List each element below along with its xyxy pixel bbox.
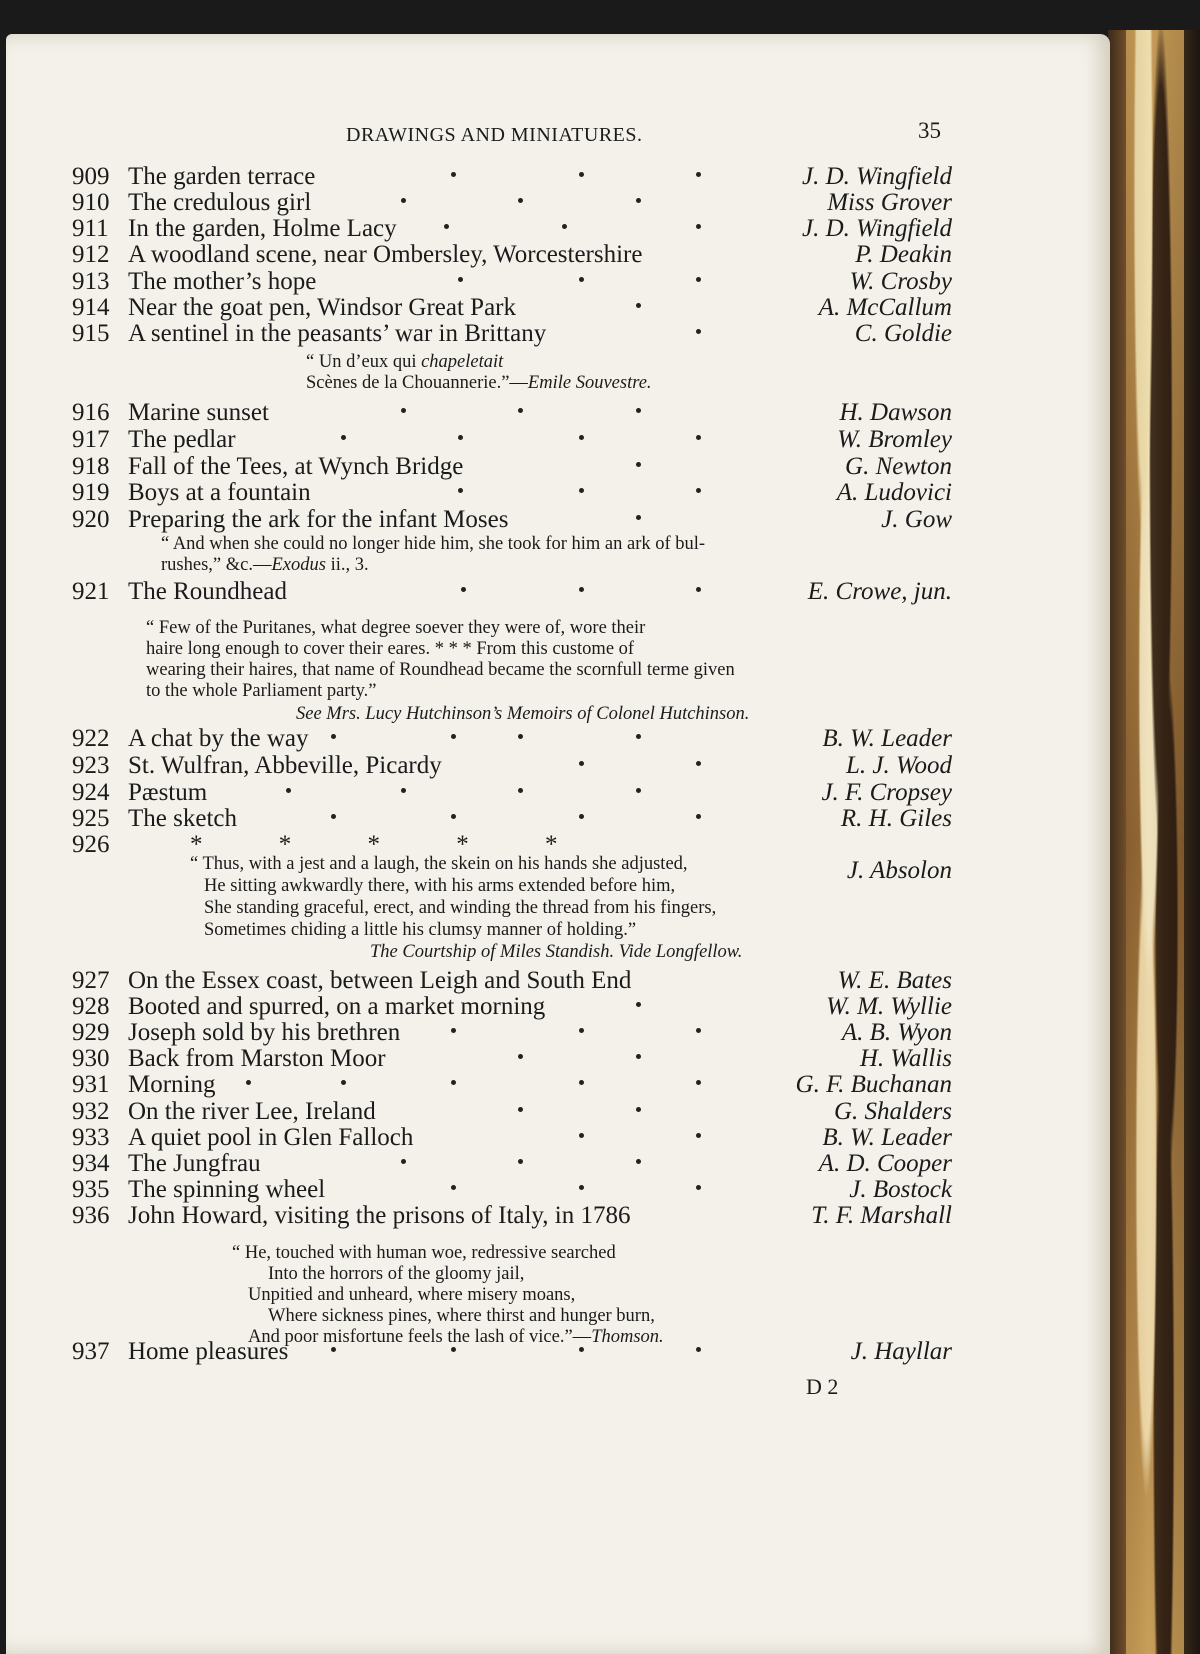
entry-artist: J. Bostock [849,1176,952,1203]
leader-dot [579,587,584,592]
leader-dot [696,435,701,440]
entry-title: Joseph sold by his brethren [128,1019,401,1046]
entry-number: 925 [72,805,110,832]
entry-number: 931 [72,1071,110,1098]
entry-artist: R. H. Giles [840,805,952,832]
entry-artist: A. B. Wyon [841,1019,952,1046]
entry-artist: A. McCallum [818,294,952,321]
page-header [6,114,1110,154]
entry-number: 916 [72,399,110,426]
quote-936-line-5: And poor misfortune feels the lash of vice.”—Thomson. [248,1327,664,1347]
entry-number: 920 [72,506,110,533]
leader-dot [518,1054,523,1059]
entry-title: The mother’s hope [128,268,317,295]
entry-title: The sketch [128,805,237,832]
leader-dot [636,1054,641,1059]
entry-number: 935 [72,1176,110,1203]
entry-title: Near the goat pen, Windsor Great Park [128,294,516,321]
entry-artist: Miss Grover [827,189,952,216]
leader-dot [246,1080,251,1085]
catalogue-entry [72,478,952,508]
quote-915: “ Un d’eux qui chapeletait [306,352,504,372]
leader-dot [636,462,641,467]
entry-artist: J. D. Wingfield [802,163,952,190]
entry-title: A sentinel in the peasants’ war in Brittany [128,320,547,347]
entry-title: Home pleasures [128,1338,289,1365]
entry-title: The pedlar [128,426,236,453]
leader-dot [579,488,584,493]
entry-number: 915 [72,320,110,347]
entry-artist: H. Wallis [859,1045,952,1072]
entry-number: 934 [72,1150,110,1177]
entry-number: 909 [72,163,110,190]
running-head: DRAWINGS AND MINIATURES. [346,124,643,146]
quote-926-source: The Courtship of Miles Standish. Vide Longfellow. [370,942,743,962]
entry-number: 927 [72,967,110,994]
leader-dot [518,408,523,413]
leader-dot [696,488,701,493]
quote-926-line-4: Sometimes chiding a little his clumsy manner of holding.” [204,920,637,940]
quote-921-line-1: “ Few of the Puritanes, what degree soever they were of, wore their [146,618,646,638]
leader-dot [696,814,701,819]
entry-title: The Roundhead [128,578,287,605]
leader-dot [451,814,456,819]
entry-title: Back from Marston Moor [128,1045,386,1072]
leader-dot [696,1028,701,1033]
entry-artist: G. Newton [845,453,952,480]
entry-number: 910 [72,189,110,216]
entry-title: Morning [128,1071,216,1098]
leader-dot [579,435,584,440]
quote-921-source: See Mrs. Lucy Hutchinson’s Memoirs of Colonel Hutchinson. [296,704,750,724]
leader-dot [636,1159,641,1164]
leader-dot [579,814,584,819]
entry-number: 917 [72,426,110,453]
entry-number: 929 [72,1019,110,1046]
quote-921-line-2: haire long enough to cover their eares. * * * From this custome of [146,639,635,659]
entry-number: 913 [72,268,110,295]
quote-920: “ And when she could no longer hide him, she took for him an ark of bul- [161,534,706,554]
entry-title: The spinning wheel [128,1176,326,1203]
leader-dot [636,198,641,203]
entry-artist: E. Crowe, jun. [807,578,952,605]
entry-artist: A. Ludovici [836,479,952,506]
entry-artist: L. J. Wood [845,752,952,779]
entry-title: A chat by the way [128,725,309,752]
leader-dot [518,198,523,203]
quote-921-line-3: wearing their haires, that name of Roundhead became the scornfull terme given [146,660,735,680]
entry-number: 930 [72,1045,110,1072]
leader-dot [401,408,406,413]
leader-dot [461,587,466,592]
entry-title: St. Wulfran, Abbeville, Picardy [128,752,442,779]
quote-921-line-4: to the whole Parliament party.” [146,681,377,701]
entry-artist: W. Crosby [849,268,952,295]
leader-dot [579,172,584,177]
entry-number: 936 [72,1202,110,1229]
entry-artist: G. Shalders [833,1098,952,1125]
leader-dot [401,788,406,793]
leader-dot [636,515,641,520]
leader-dot [458,435,463,440]
leader-dot [579,1185,584,1190]
entry-title: John Howard, visiting the prisons of Italy, in 1786 [128,1202,631,1229]
entry-number: 912 [72,241,110,268]
entry-number: 926 [72,831,110,858]
entry-artist: H. Dawson [839,399,952,426]
catalogue-entry [72,751,952,781]
entry-number: 928 [72,993,110,1020]
entry-title: The Jungfrau [128,1150,261,1177]
catalogue-entry [72,505,952,535]
entry-title: The credulous girl [128,189,312,216]
leader-dot [451,734,456,739]
leader-dot [562,224,567,229]
entry-title: Boys at a fountain [128,479,311,506]
leader-dot [579,1133,584,1138]
entry-artist: W. Bromley [837,426,952,453]
book-binding [1108,30,1200,1654]
entry-artist: B. W. Leader [822,725,952,752]
quote-926-line-2: He sitting awkwardly there, with his arms extended before him, [204,876,676,896]
entry-title: Pæstum [128,779,208,806]
leader-dot [451,1028,456,1033]
entry-title: Marine sunset [128,399,269,426]
entry-number: 918 [72,453,110,480]
quote-926-line-3: She standing graceful, erect, and winding the thread from his fingers, [204,898,717,918]
catalogue-entry [72,240,952,270]
leader-dot [451,172,456,177]
leader-dot [458,277,463,282]
leader-dot [696,587,701,592]
leader-dot [696,172,701,177]
entry-number: 923 [72,752,110,779]
entry-title: * * * * * [190,831,558,858]
entry-number: 914 [72,294,110,321]
catalogue-entry [72,577,952,607]
quote-920-source: rushes,” &c.—Exodus ii., 3. [161,555,369,575]
catalogue-entry [72,724,952,754]
leader-dot [331,814,336,819]
entry-title: On the Essex coast, between Leigh and South End [128,967,632,994]
entry-artist: T. F. Marshall [811,1202,952,1229]
leader-dot [286,788,291,793]
leader-dot [341,435,346,440]
leader-dot [696,1347,701,1352]
entry-title: A quiet pool in Glen Falloch [128,1124,414,1151]
entry-number: 924 [72,779,110,806]
catalogue-entry [72,425,952,455]
signature-mark: D 2 [806,1374,839,1399]
quote-915-source: Scènes de la Chouannerie.”—Emile Souvestre. [306,373,652,393]
leader-dot [636,303,641,308]
entry-title: Fall of the Tees, at Wynch Bridge [128,453,464,480]
entry-number: 911 [72,215,109,242]
entry-title: In the garden, Holme Lacy [128,215,397,242]
leader-dot [341,1080,346,1085]
quote-936-line-1: “ He, touched with human woe, redressive searched [232,1243,616,1263]
entry-artist: B. W. Leader [822,1124,952,1151]
entry-artist: A. D. Cooper [818,1150,952,1177]
leader-dot [579,277,584,282]
entry-artist: J. F. Cropsey [821,779,952,806]
entry-number: 937 [72,1338,110,1365]
entry-artist: W. E. Bates [837,967,952,994]
leader-dot [451,1080,456,1085]
book-page [6,34,1110,1654]
leader-dot [444,224,449,229]
entry-artist: C. Goldie [854,320,952,347]
marbled-edge [1126,30,1184,1654]
catalogue-entry [72,319,952,349]
entry-artist: J. Absolon [846,857,952,884]
leader-dot [636,734,641,739]
leader-dot [518,1159,523,1164]
leader-dot [636,408,641,413]
leader-dot [451,1185,456,1190]
leader-dot [458,488,463,493]
leader-dot [331,734,336,739]
leader-dot [401,198,406,203]
leader-dot [518,788,523,793]
entry-title: The garden terrace [128,163,316,190]
leader-dot [696,1080,701,1085]
leader-dot [696,329,701,334]
entry-artist: J. D. Wingfield [802,215,952,242]
catalogue-entry [72,398,952,428]
catalogue-entry [72,1070,952,1100]
entry-number: 919 [72,479,110,506]
leader-dot [636,788,641,793]
entry-number: 932 [72,1098,110,1125]
entry-artist: W. M. Wyllie [826,993,952,1020]
entry-number: 933 [72,1124,110,1151]
entry-title: Preparing the ark for the infant Moses [128,506,509,533]
entry-artist: J. Gow [881,506,952,533]
quote-926-line-1: “ Thus, with a jest and a laugh, the skein on his hands she adjusted, [190,854,688,874]
leader-dot [518,1107,523,1112]
entry-title: A woodland scene, near Ombersley, Worcestershire [128,241,643,268]
catalogue-entry [72,1201,952,1231]
leader-dot [696,1185,701,1190]
leader-dot [696,1133,701,1138]
entry-artist: P. Deakin [855,241,952,268]
leader-dot [579,761,584,766]
entry-title: On the river Lee, Ireland [128,1098,376,1125]
entry-number: 921 [72,578,110,605]
entry-artist: J. Hayllar [850,1338,952,1365]
leader-dot [579,1028,584,1033]
quote-936-line-2: Into the horrors of the gloomy jail, [268,1264,525,1284]
quote-936-line-4: Where sickness pines, where thirst and hunger burn, [268,1306,655,1326]
quote-936-line-3: Unpitied and unheard, where misery moans, [248,1285,576,1305]
entry-number: 922 [72,725,110,752]
leader-dot [696,761,701,766]
entry-artist: G. F. Buchanan [795,1071,952,1098]
leader-dot [696,224,701,229]
leader-dot [696,277,701,282]
leader-dot [518,734,523,739]
leader-dot [636,1107,641,1112]
leader-dot [579,1080,584,1085]
leader-dot [401,1159,406,1164]
entry-title: Booted and spurred, on a market morning [128,993,546,1020]
leader-dot [636,1002,641,1007]
page-number: 35 [918,118,941,143]
